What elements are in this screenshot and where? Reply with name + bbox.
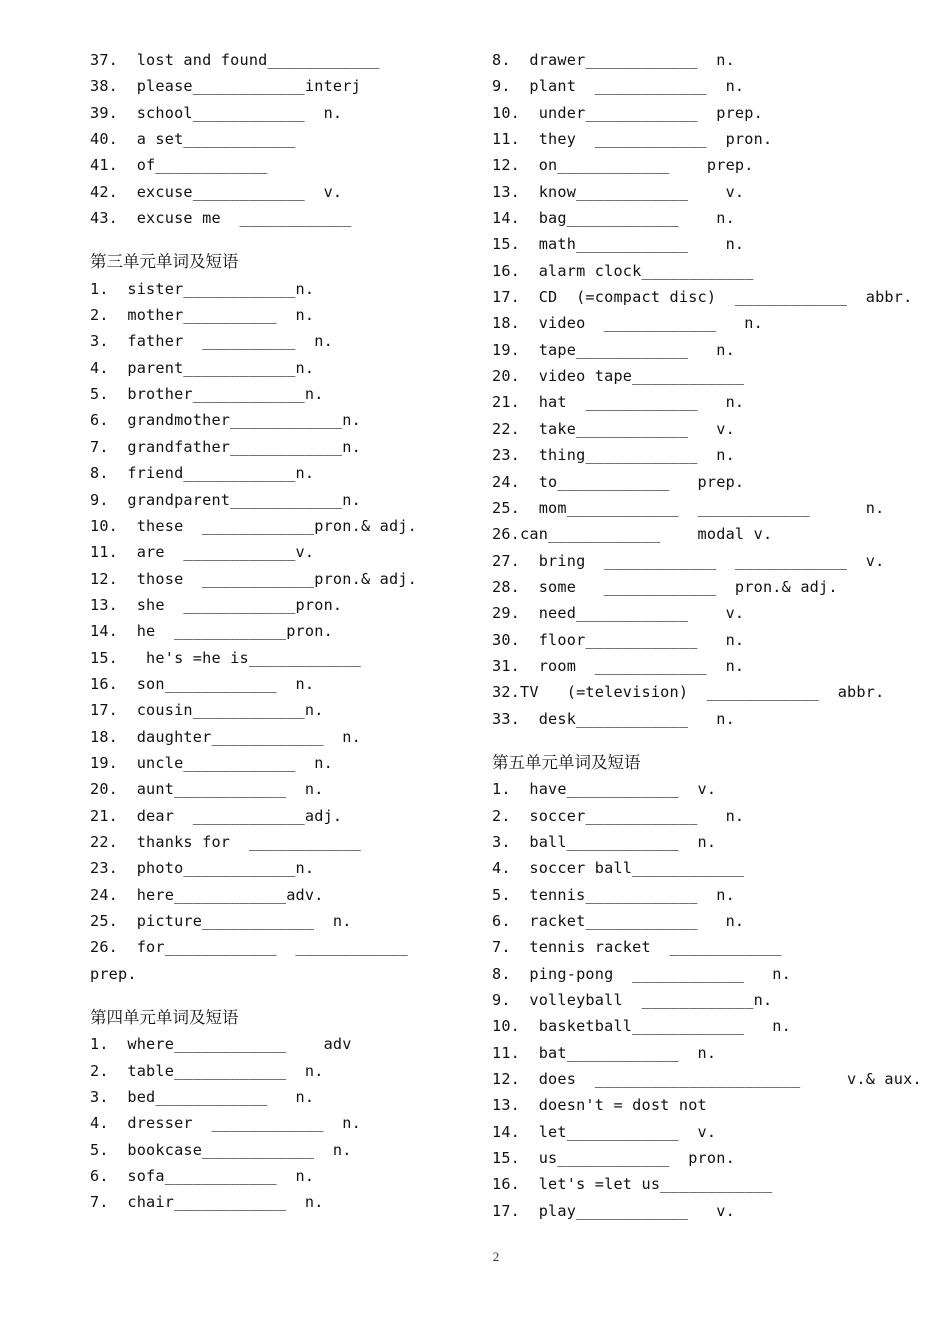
vocab-item: 7. grandfather____________n. — [90, 437, 361, 456]
vocab-item: 31. room ____________ n. — [492, 656, 745, 675]
vocab-item: 11. bat____________ n. — [492, 1043, 717, 1062]
vocab-item: 4. dresser ____________ n. — [90, 1114, 361, 1133]
section-heading: 第四单元单词及短语 — [90, 1008, 239, 1028]
vocab-item: 26. for____________ ____________ — [90, 938, 408, 957]
vocab-item: 7. tennis racket ____________ — [492, 938, 782, 957]
vocab-item: 16. son____________ n. — [90, 674, 315, 693]
vocab-item: 8. friend____________n. — [90, 464, 315, 483]
vocab-item: 1. have____________ v. — [492, 780, 717, 799]
vocab-item: 9. plant ____________ n. — [492, 77, 745, 96]
vocab-item: 27. bring ____________ ____________ v. — [492, 551, 885, 570]
vocab-item: 39. school____________ n. — [90, 103, 343, 122]
vocab-item: 24. here____________adv. — [90, 885, 324, 904]
vocab-item: 24. to____________ prep. — [492, 472, 745, 491]
vocab-item: 8. ping-pong ____________ n. — [492, 964, 791, 983]
vocab-item: 40. a set____________ — [90, 130, 296, 149]
section-heading: 第五单元单词及短语 — [492, 752, 641, 772]
vocab-item: 6. racket____________ n. — [492, 912, 745, 930]
vocab-item: 14. let____________ v. — [492, 1122, 717, 1141]
vocab-item: 19. tape____________ n. — [492, 340, 735, 359]
vocab-item: 15. us____________ pron. — [492, 1149, 735, 1168]
vocab-item: 11. are ____________v. — [90, 543, 315, 562]
vocab-item: 2. soccer____________ n. — [492, 806, 745, 825]
vocab-item: 1. where____________ adv — [90, 1035, 352, 1054]
vocab-item: 2. mother__________ n. — [90, 306, 315, 325]
vocab-item: 18. daughter____________ n. — [90, 727, 361, 746]
vocab-item: 2. table____________ n. — [90, 1061, 324, 1080]
vocab-item: 43. excuse me ____________ — [90, 209, 352, 228]
vocab-item: 10. under____________ prep. — [492, 103, 763, 122]
vocab-item: 30. floor____________ n. — [492, 630, 745, 649]
vocab-item: 21. dear ____________adj. — [90, 806, 343, 825]
vocab-item: 13. know____________ v. — [492, 182, 745, 201]
vocab-item: 9. grandparent____________n. — [90, 490, 361, 509]
vocab-item: 28. some ____________ pron.& adj. — [492, 577, 838, 596]
vocab-item: 25. mom____________ ____________ n. — [492, 498, 885, 517]
spacer — [90, 987, 475, 1005]
vocab-item: 15. math____________ n. — [492, 235, 745, 254]
vocab-item: 21. hat ____________ n. — [492, 393, 745, 412]
vocab-item: 14. he ____________pron. — [90, 622, 333, 641]
vocab-item: 17. cousin____________n. — [90, 701, 324, 720]
vocab-item: 3. bed____________ n. — [90, 1088, 315, 1107]
vocab-item: 37. lost and found____________ — [90, 51, 380, 69]
vocab-item: 6. grandmother____________n. — [90, 411, 361, 430]
vocab-item: 5. tennis____________ n. — [492, 885, 735, 904]
vocab-item: 16. let's =let us____________ — [492, 1175, 773, 1194]
vocab-item: 11. they ____________ pron. — [492, 130, 773, 149]
vocab-item: prep. — [90, 964, 137, 983]
right-column — [492, 47, 922, 1224]
vocab-item: 12. does ______________________ v.& aux. — [492, 1070, 922, 1089]
spacer — [90, 231, 475, 249]
vocab-item: 4. soccer ball____________ — [492, 859, 745, 878]
vocab-item: 25. picture____________ n. — [90, 912, 352, 930]
vocab-item: 18. video ____________ n. — [492, 314, 763, 333]
vocab-item: 22. thanks for ____________ — [90, 832, 361, 851]
left-column — [90, 47, 475, 1216]
page-number: 2 — [492, 1249, 500, 1264]
vocab-item: 19. uncle____________ n. — [90, 753, 333, 772]
vocab-item: 15. he's =he is____________ — [90, 648, 361, 667]
vocab-item: 29. need____________ v. — [492, 604, 745, 623]
vocab-item: 42. excuse____________ v. — [90, 182, 343, 201]
vocab-item: 13. she ____________pron. — [90, 595, 343, 614]
vocab-item: 10. basketball____________ n. — [492, 1017, 791, 1036]
vocab-item: 3. ball____________ n. — [492, 832, 717, 851]
vocab-item: 26.can____________ modal v. — [492, 525, 773, 544]
vocab-item: 22. take____________ v. — [492, 419, 735, 438]
vocab-item: 12. on____________ prep. — [492, 156, 754, 175]
vocab-item: 41. of____________ — [90, 156, 268, 175]
vocab-item: 1. sister____________n. — [90, 279, 315, 298]
vocab-item: 12. those ____________pron.& adj. — [90, 569, 418, 588]
vocab-item: 16. alarm clock____________ — [492, 261, 754, 280]
vocab-item: 20. video tape____________ — [492, 367, 745, 386]
vocab-item: 3. father __________ n. — [90, 332, 333, 351]
vocab-item: 13. doesn't = dost not — [492, 1096, 707, 1115]
vocab-item: 5. bookcase____________ n. — [90, 1140, 352, 1159]
vocab-item: 32.TV (=television) ____________ abbr. — [492, 683, 885, 702]
vocab-item: 5. brother____________n. — [90, 385, 324, 404]
spacer — [492, 732, 912, 750]
vocab-item: 33. desk____________ n. — [492, 709, 735, 728]
vocab-item: 6. sofa____________ n. — [90, 1167, 315, 1186]
vocab-item: 8. drawer____________ n. — [492, 51, 735, 69]
vocab-item: 23. photo____________n. — [90, 859, 315, 878]
vocab-item: 17. play____________ v. — [492, 1201, 735, 1220]
vocab-item: 7. chair____________ n. — [90, 1193, 324, 1212]
vocab-item: 17. CD (=compact disc) ____________ abbr. — [492, 288, 913, 307]
vocab-item: 9. volleyball ____________n. — [492, 991, 773, 1010]
vocab-item: 4. parent____________n. — [90, 358, 315, 377]
section-heading: 第三单元单词及短语 — [90, 252, 239, 272]
vocab-item: 20. aunt____________ n. — [90, 780, 324, 799]
vocab-item: 38. please____________interj — [90, 77, 361, 96]
vocab-item: 14. bag____________ n. — [492, 209, 735, 228]
vocab-item: 23. thing____________ n. — [492, 446, 735, 465]
vocab-item: 10. these ____________pron.& adj. — [90, 516, 418, 535]
